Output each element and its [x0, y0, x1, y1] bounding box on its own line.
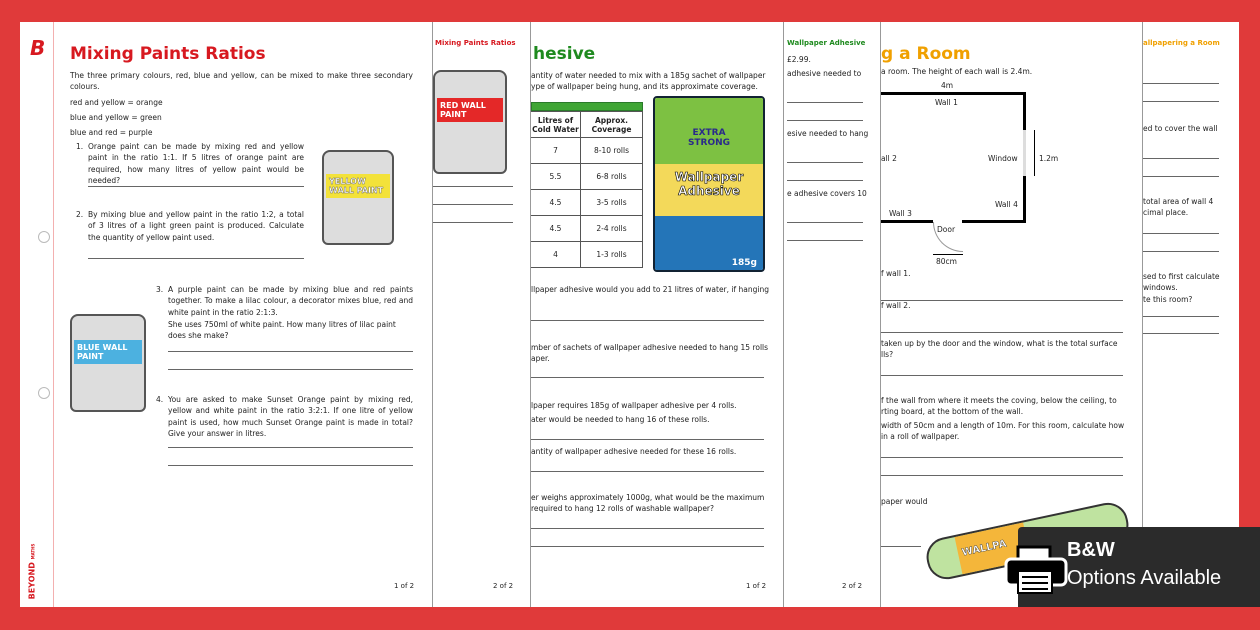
answer-line[interactable]	[1143, 176, 1219, 177]
worksheet-page-6	[1142, 22, 1239, 607]
question-3: taken up by the door and the window, what is the total surface lls?	[881, 339, 1118, 360]
answer-line[interactable]	[433, 222, 513, 223]
brand-sub: MATHS	[30, 543, 36, 560]
can-label: YELLOW WALL PAINT	[326, 174, 390, 198]
binding-line	[53, 22, 54, 607]
cell: 8-10 rolls	[581, 138, 643, 164]
column-header: Litres of Cold Water	[531, 112, 581, 138]
question-number: 2.	[76, 210, 84, 219]
worksheet-page-3	[530, 22, 785, 607]
answer-line[interactable]	[1143, 83, 1219, 84]
banner-subtitle: Options Available	[1067, 567, 1222, 589]
worksheet-page-4	[783, 22, 881, 607]
answer-line[interactable]	[531, 377, 764, 378]
door-dimension-arrow	[933, 254, 963, 255]
question-1: llpaper adhesive would you add to 21 litres of water, if hanging	[531, 285, 769, 294]
answer-line[interactable]	[787, 162, 863, 163]
answer-line[interactable]	[881, 457, 1123, 458]
question-3-part-b: ater would be needed to hang 16 of these rolls.	[531, 415, 710, 424]
answer-line[interactable]	[787, 180, 863, 181]
cell: 4.5	[531, 216, 581, 242]
bag-label-main: Wallpaper Adhesive	[655, 164, 763, 216]
yellow-paint-can-image	[322, 150, 394, 245]
answer-line[interactable]	[1143, 233, 1219, 234]
table-row	[531, 138, 643, 164]
banner-title: B&W	[1067, 539, 1115, 561]
wall-1	[881, 92, 1026, 95]
answer-line[interactable]	[787, 102, 863, 103]
answer-line[interactable]	[531, 471, 764, 472]
window-label: Window	[988, 154, 1018, 163]
brand-vertical	[27, 544, 36, 600]
page-header: allpapering a Room	[1143, 39, 1220, 47]
blue-paint-can-image	[70, 314, 146, 412]
cell: 7	[531, 138, 581, 164]
wall-label: all 2	[881, 154, 897, 163]
answer-line[interactable]	[1143, 101, 1219, 102]
cell: 6-8 rolls	[581, 164, 643, 190]
answer-line[interactable]	[433, 204, 513, 205]
wall-label: Wall 1	[935, 98, 958, 107]
answer-line[interactable]	[787, 222, 863, 223]
page-header: Mixing Paints Ratios	[435, 39, 516, 47]
answer-line[interactable]	[1143, 333, 1219, 334]
answer-line[interactable]	[1143, 251, 1219, 252]
door-label: Door	[937, 225, 956, 234]
question-3: A purple paint can be made by mixing blue and red paints together. To make a lilac colour, a decorator mixes blue, red and white paint in the ratio 2:1:3.	[168, 285, 413, 317]
answer-line[interactable]	[787, 240, 863, 241]
bag-weight: 185g	[731, 258, 757, 268]
fact: red and yellow = orange	[70, 98, 163, 107]
answer-line[interactable]	[1143, 316, 1219, 317]
roll-label: WALLPA	[955, 523, 1031, 575]
page-number: 2 of 2	[493, 582, 514, 590]
table-header-bar	[531, 102, 643, 111]
printer-icon	[1004, 545, 1068, 595]
question-4: f the wall from where it meets the coving, below the ceiling, to rting board, at the bottom of the wall.	[881, 396, 1117, 417]
answer-line[interactable]	[1143, 158, 1219, 159]
page-number: 2 of 2	[842, 582, 863, 590]
wall-3-right	[962, 220, 1026, 223]
dimension-label: 80cm	[936, 257, 957, 266]
table-row	[531, 216, 643, 242]
window	[1023, 130, 1026, 176]
answer-line[interactable]	[168, 447, 413, 448]
page-number: 1 of 2	[746, 582, 767, 590]
table-row	[531, 190, 643, 216]
window-dimension-arrow	[1034, 130, 1035, 176]
question-number: 1.	[76, 142, 84, 151]
bag-label-top: EXTRA STRONG	[655, 98, 763, 164]
answer-line[interactable]	[531, 320, 764, 321]
answer-line[interactable]	[433, 186, 513, 187]
question-2: By mixing blue and yellow paint in the ratio 1:2, a total of 3 litres of a light green paint is produced. Calculate the quantity of yellow paint used.	[88, 210, 304, 242]
question-4-part-b: width of 50cm and a length of 10m. For this room, calculate how in a roll of wallpaper.	[881, 421, 1125, 442]
text-line: te this room?	[1143, 295, 1193, 304]
bag-bottom	[655, 216, 763, 272]
wall-label: Wall 3	[889, 209, 912, 218]
fact: blue and red = purple	[70, 128, 153, 137]
adhesive-bag-image	[653, 96, 765, 272]
text-line: ed to cover the wall	[1143, 124, 1218, 133]
brand-logo-icon: B	[30, 36, 46, 60]
wall-4	[1023, 92, 1026, 130]
cell: 4	[531, 242, 581, 268]
answer-line[interactable]	[881, 375, 1123, 376]
coverage-table	[530, 111, 643, 268]
worksheet-page-5	[880, 22, 1143, 607]
cell: 5.5	[531, 164, 581, 190]
intro-text: a room. The height of each wall is 2.4m.	[881, 67, 1033, 76]
text-line: adhesive needed to	[787, 69, 862, 78]
text-line: total area of wall 4 cimal place.	[1143, 197, 1214, 218]
brand-name: BEYOND	[27, 562, 37, 600]
answer-line[interactable]	[88, 258, 304, 259]
red-paint-can-image	[433, 70, 507, 174]
text-line: e adhesive covers 10	[787, 189, 867, 198]
answer-line[interactable]	[881, 546, 921, 547]
question-3-part-b: She uses 750ml of white paint. How many litres of lilac paint does she make?	[168, 320, 396, 341]
table-row	[531, 164, 643, 190]
can-label: BLUE WALL PAINT	[74, 340, 142, 364]
dimension-label: 1.2m	[1039, 154, 1059, 163]
question-2: mber of sachets of wallpaper adhesive needed to hang 15 rolls aper.	[531, 343, 769, 364]
answer-line[interactable]	[88, 186, 304, 187]
question-4: You are asked to make Sunset Orange paint by mixing red, yellow and white paint in the ratio 3:2:1. If one litre of yellow paint is used, how much Sunset Orange paint is made in total? Give your answer in litres.	[168, 395, 413, 438]
fact: blue and yellow = green	[70, 113, 162, 122]
question-3: lpaper requires 185g of wallpaper adhesive per 4 rolls.	[531, 401, 737, 410]
question-number: 3.	[156, 285, 164, 294]
question-number: 4.	[156, 395, 164, 404]
question-1: Orange paint can be made by mixing red and yellow paint in the ratio 1:1. If 5 litres of orange paint are required, how many litres of yellow paint would be needed?	[88, 142, 304, 185]
intro-text: antity of water needed to mix with a 185g sachet of wallpaper ype of wallpaper being hung, and its approximate coverage.	[531, 71, 766, 92]
dimension-label: 4m	[941, 81, 954, 90]
answer-line[interactable]	[881, 300, 1123, 301]
wall-3	[881, 220, 933, 223]
can-label: RED WALL PAINT	[437, 98, 503, 122]
question-2: f wall 2.	[881, 301, 911, 310]
worksheet-page-1	[20, 22, 433, 607]
column-header: Approx. Coverage	[581, 112, 643, 138]
cell: 4.5	[531, 190, 581, 216]
answer-line[interactable]	[531, 528, 764, 529]
answer-line[interactable]	[881, 475, 1123, 476]
page-number: 1 of 2	[394, 582, 415, 590]
cell: 2-4 rolls	[581, 216, 643, 242]
page-title: Mixing Paints Ratios	[70, 44, 266, 64]
answer-line[interactable]	[881, 332, 1123, 333]
intro-text: The three primary colours, red, blue and yellow, can be mixed to make three secondary colours.	[70, 71, 413, 92]
answer-line[interactable]	[787, 120, 863, 121]
answer-line[interactable]	[168, 369, 413, 370]
answer-line[interactable]	[531, 439, 764, 440]
cell: 3-5 rolls	[581, 190, 643, 216]
answer-line[interactable]	[531, 546, 764, 547]
question-1: f wall 1.	[881, 269, 911, 278]
question-4: er weighs approximately 1000g, what would be the maximum required to hang 12 rolls of washable wallpaper?	[531, 493, 765, 514]
text-line: sed to first calculate windows.	[1143, 272, 1220, 293]
table-row	[531, 242, 643, 268]
worksheet-page-2	[432, 22, 532, 607]
page-header: Wallpaper Adhesive	[787, 39, 866, 47]
punch-hole	[38, 387, 50, 399]
page-title: g a Room	[881, 44, 971, 64]
wall-label: Wall 4	[995, 200, 1018, 209]
question-3-part-c: antity of wallpaper adhesive needed for these 16 rolls.	[531, 447, 737, 456]
text-line: £2.99.	[787, 55, 811, 64]
punch-hole	[38, 231, 50, 243]
answer-line[interactable]	[168, 351, 413, 352]
answer-line[interactable]	[168, 465, 413, 466]
question-5: paper would	[881, 497, 928, 506]
text-line: esive needed to hang	[787, 129, 869, 138]
page-title: hesive	[533, 44, 596, 64]
cell: 1-3 rolls	[581, 242, 643, 268]
bw-options-banner[interactable]	[1018, 527, 1260, 607]
wall-4-lower	[1023, 176, 1026, 223]
